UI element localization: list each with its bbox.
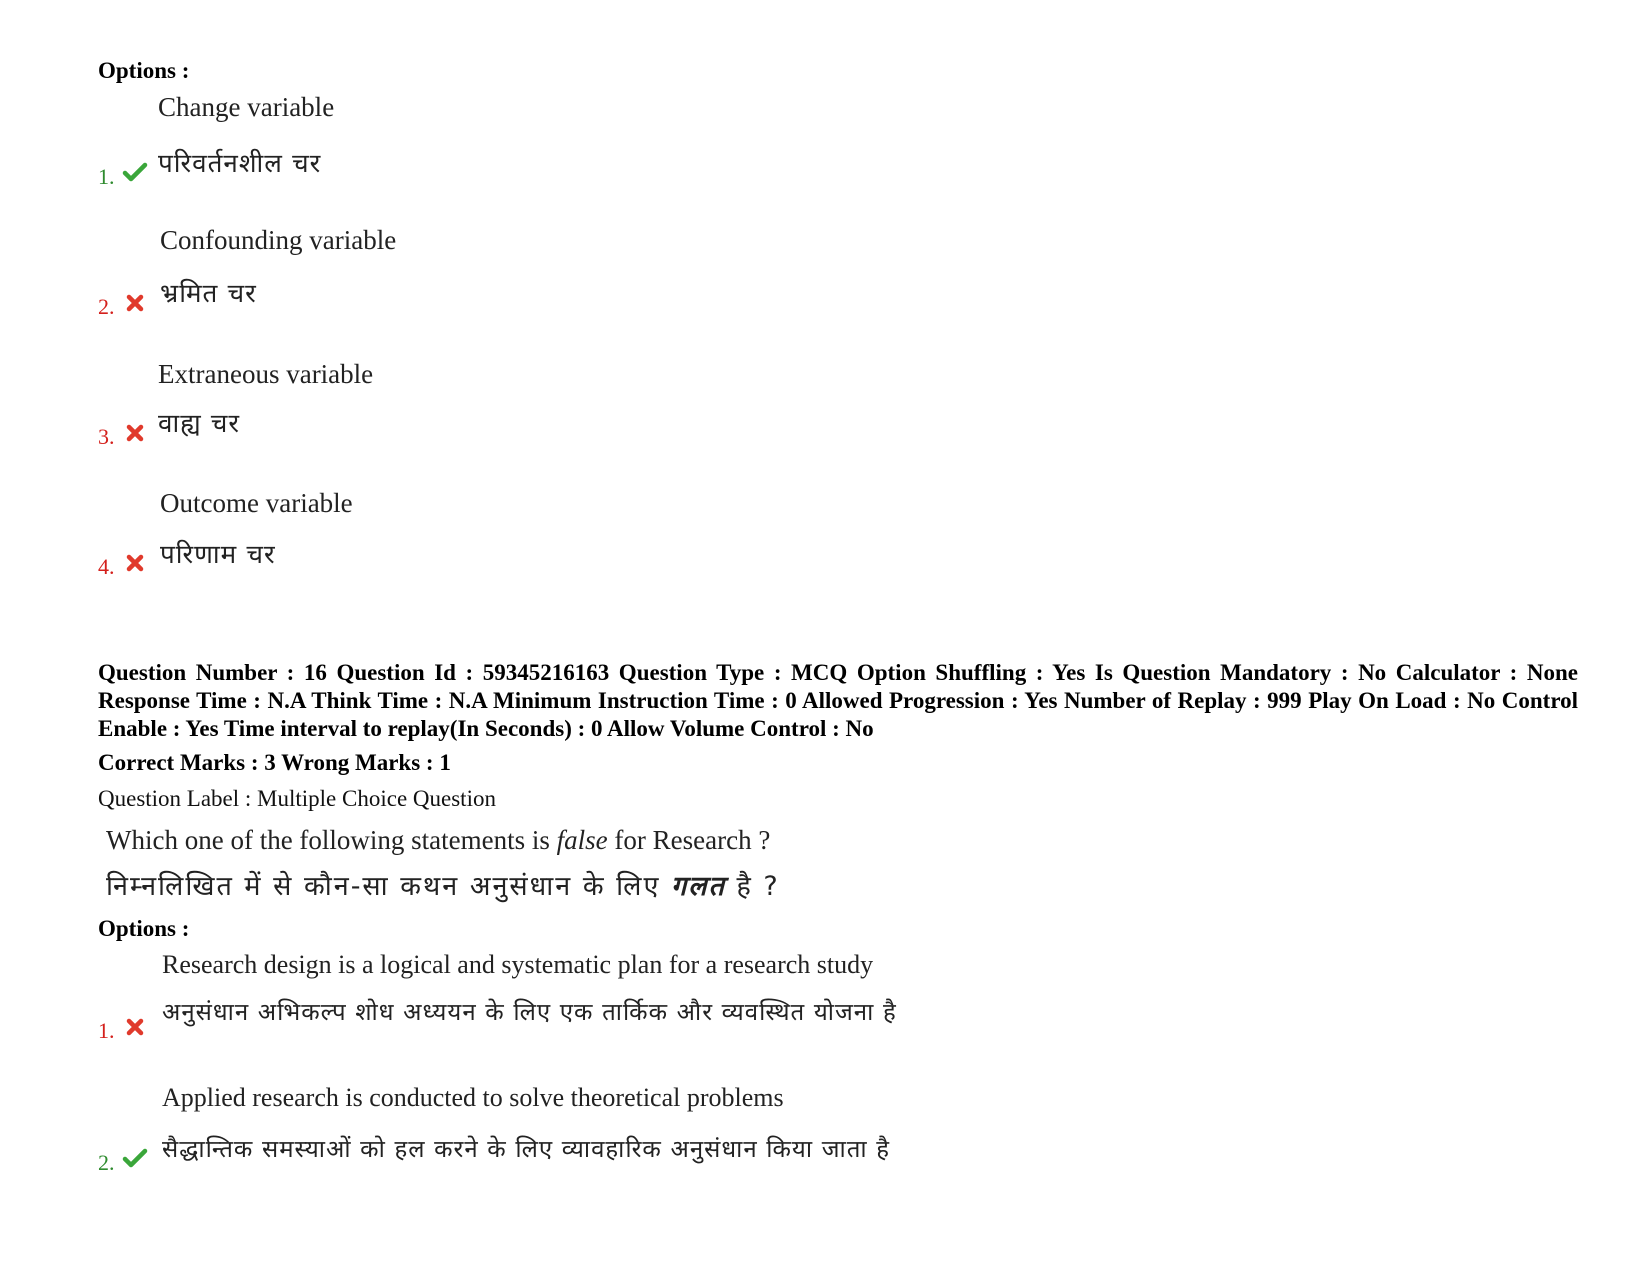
option-hindi: परिणाम चर <box>160 540 276 570</box>
question-metadata: Question Number : 16 Question Id : 59345216163 Question Type : MCQ Option Shuffling : Yes Is Question Mandatory : No Calculator : None Response Time : N.A Think Time : N.A Minimum Instruction Time : 0 Allowed Progression : Yes Number of Replay : 999 Play On Load : No Control Enable : Yes Time interval to replay(In Seconds) : 0 Allow Volume Control : No <box>98 660 1578 741</box>
question-text-part: Which one of the following statements is <box>106 825 557 855</box>
option-english: Change variable <box>158 92 335 122</box>
option-english: Confounding variable <box>160 225 397 255</box>
check-mark-icon <box>122 1147 148 1169</box>
option-english: Extraneous variable <box>158 359 374 389</box>
option-number: 3. <box>98 424 115 449</box>
cross-mark-icon <box>122 292 148 314</box>
option-english: Research design is a logical and systematic plan for a research study <box>162 950 874 979</box>
option-hindi: सैद्धान्तिक समस्याओं को हल करने के लिए व्यावहारिक अनुसंधान किया जाता है <box>162 1135 890 1163</box>
option-number: 2. <box>98 294 115 319</box>
option-english: Outcome variable <box>160 488 353 518</box>
option-english: Applied research is conducted to solve theoretical problems <box>162 1083 784 1112</box>
option-number: 2. <box>98 1150 115 1175</box>
cross-mark-icon <box>122 1016 148 1038</box>
question-text-part: है ? <box>725 871 780 902</box>
option-hindi: वाह्य चर <box>158 409 241 439</box>
option-hindi: भ्रमित चर <box>160 279 257 309</box>
options-heading: Options : <box>98 916 190 941</box>
options-heading: Options : <box>98 58 190 83</box>
marks-info: Correct Marks : 3 Wrong Marks : 1 <box>98 750 451 775</box>
option-number: 4. <box>98 554 115 579</box>
question-text-hindi <box>106 866 780 903</box>
option-hindi: अनुसंधान अभिकल्प शोध अध्ययन के लिए एक तार्किक और व्यवस्थित योजना है <box>162 998 897 1026</box>
question-text-part: निम्नलिखित में से कौन-सा कथन अनुसंधान के लिए <box>106 871 671 902</box>
check-mark-icon <box>122 161 148 183</box>
question-emphasis: false <box>556 825 608 855</box>
cross-mark-icon <box>122 422 148 444</box>
option-number: 1. <box>98 164 115 189</box>
option-hindi: परिवर्तनशील चर <box>158 149 322 179</box>
question-label: Question Label : Multiple Choice Question <box>98 786 496 811</box>
question-text-english <box>106 825 770 856</box>
cross-mark-icon <box>122 552 148 574</box>
option-number: 1. <box>98 1018 115 1043</box>
question-text-part: for Research ? <box>607 825 771 855</box>
question-emphasis: गलत <box>670 871 726 902</box>
